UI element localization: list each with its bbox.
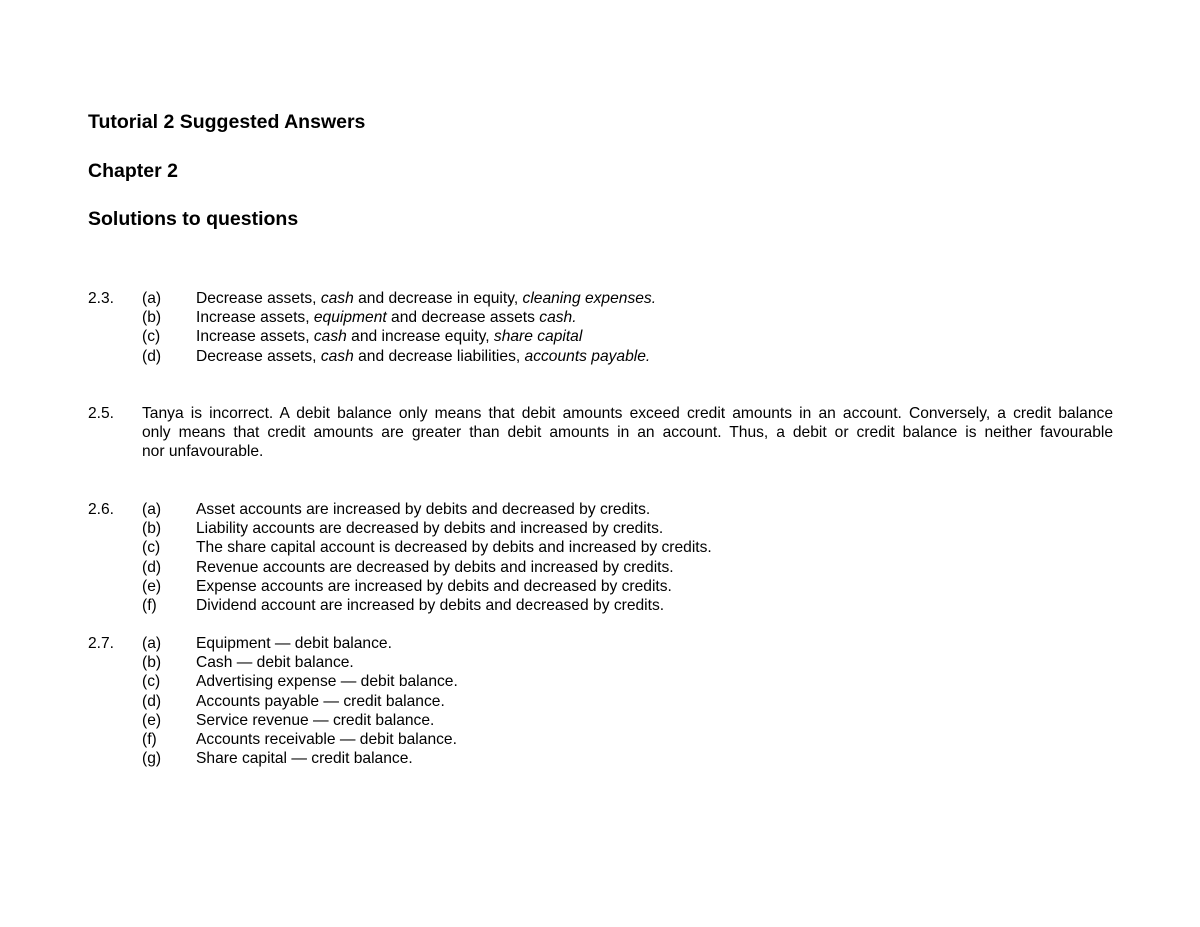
question-number: 2.5. — [88, 405, 115, 422]
answer-letter: (d) — [142, 692, 162, 710]
answer-text: Share capital — credit balance. — [196, 750, 413, 768]
answer-letter: (e) — [142, 711, 162, 729]
answer-text: Decrease assets, cash and decrease liabilities, accounts payable. — [196, 347, 651, 365]
answer-row — [88, 500, 1118, 519]
answer-letter: (a) — [142, 501, 162, 518]
answer-text: Asset accounts are increased by debits and decreased by credits. — [196, 501, 651, 518]
answer-text: Equipment — debit balance. — [196, 635, 392, 652]
answer-text: Decrease assets, cash and decrease in equity, cleaning expenses. — [196, 290, 657, 307]
answer-row — [88, 692, 1118, 711]
answer-letter: (c) — [142, 673, 161, 691]
answer-letter: (f) — [142, 730, 157, 748]
answer-text: Increase assets, equipment and decrease assets cash. — [196, 309, 577, 327]
answer-letter: (c) — [142, 328, 161, 346]
answer-letter: (c) — [142, 539, 161, 557]
question-2-3 — [88, 289, 1118, 366]
paragraph-line: nor unfavourable. — [142, 443, 264, 461]
answer-text: Dividend account are increased by debits and decreased by credits. — [196, 596, 665, 614]
answer-letter: (b) — [142, 520, 162, 538]
answer-row — [88, 289, 1118, 308]
answer-row — [88, 596, 1118, 615]
answer-row — [88, 404, 1118, 462]
answer-text: Cash — debit balance. — [196, 654, 354, 672]
answer-row — [88, 519, 1118, 538]
question-number: 2.3. — [88, 290, 115, 307]
answer-letter: (g) — [142, 750, 162, 768]
answer-text: Advertising expense — debit balance. — [196, 673, 458, 691]
answer-letter: (a) — [142, 290, 162, 307]
answer-text: Accounts payable — credit balance. — [196, 692, 445, 710]
chapter-heading: Chapter 2 — [88, 160, 178, 182]
paragraph-line: Tanya is incorrect. A debit balance only means that debit amounts exceed credit amounts in an account. Conversely, a credit balance — [142, 405, 1113, 422]
answer-letter: (d) — [142, 558, 162, 576]
answer-letter: (b) — [142, 309, 162, 327]
answer-row — [88, 308, 1118, 327]
answer-letter: (f) — [142, 596, 157, 614]
answer-row — [88, 347, 1118, 366]
answer-paragraph — [142, 404, 1113, 462]
question-2-7 — [88, 634, 1118, 768]
answer-text: Service revenue — credit balance. — [196, 711, 435, 729]
answer-text: Liability accounts are decreased by debits and increased by credits. — [196, 520, 664, 538]
answer-row — [88, 730, 1118, 749]
answer-text: Expense accounts are increased by debits and decreased by credits. — [196, 577, 672, 595]
question-number: 2.7. — [88, 635, 115, 652]
answer-row — [88, 327, 1118, 346]
question-2-6 — [88, 500, 1118, 615]
answer-letter: (e) — [142, 577, 162, 595]
question-2-5 — [88, 404, 1118, 462]
answer-letter: (d) — [142, 347, 162, 365]
answer-text: Revenue accounts are decreased by debits and increased by credits. — [196, 558, 674, 576]
answer-row — [88, 577, 1118, 596]
answer-row — [88, 653, 1118, 672]
answer-text: The share capital account is decreased by debits and increased by credits. — [196, 539, 712, 557]
answer-letter: (b) — [142, 654, 162, 672]
page-title: Tutorial 2 Suggested Answers — [88, 111, 366, 133]
paragraph-line: only means that credit amounts are greater than debit amounts in an account. Thus, a debit or credit balance is neither favourable — [142, 424, 1113, 442]
answer-row — [88, 672, 1118, 691]
answer-row — [88, 538, 1118, 557]
answer-row — [88, 558, 1118, 577]
answer-text: Increase assets, cash and increase equity, share capital — [196, 328, 583, 346]
answer-letter: (a) — [142, 635, 162, 652]
answer-row — [88, 749, 1118, 768]
question-number: 2.6. — [88, 501, 115, 518]
answer-row — [88, 634, 1118, 653]
answer-row — [88, 711, 1118, 730]
answer-text: Accounts receivable — debit balance. — [196, 730, 457, 748]
section-heading: Solutions to questions — [88, 208, 299, 230]
